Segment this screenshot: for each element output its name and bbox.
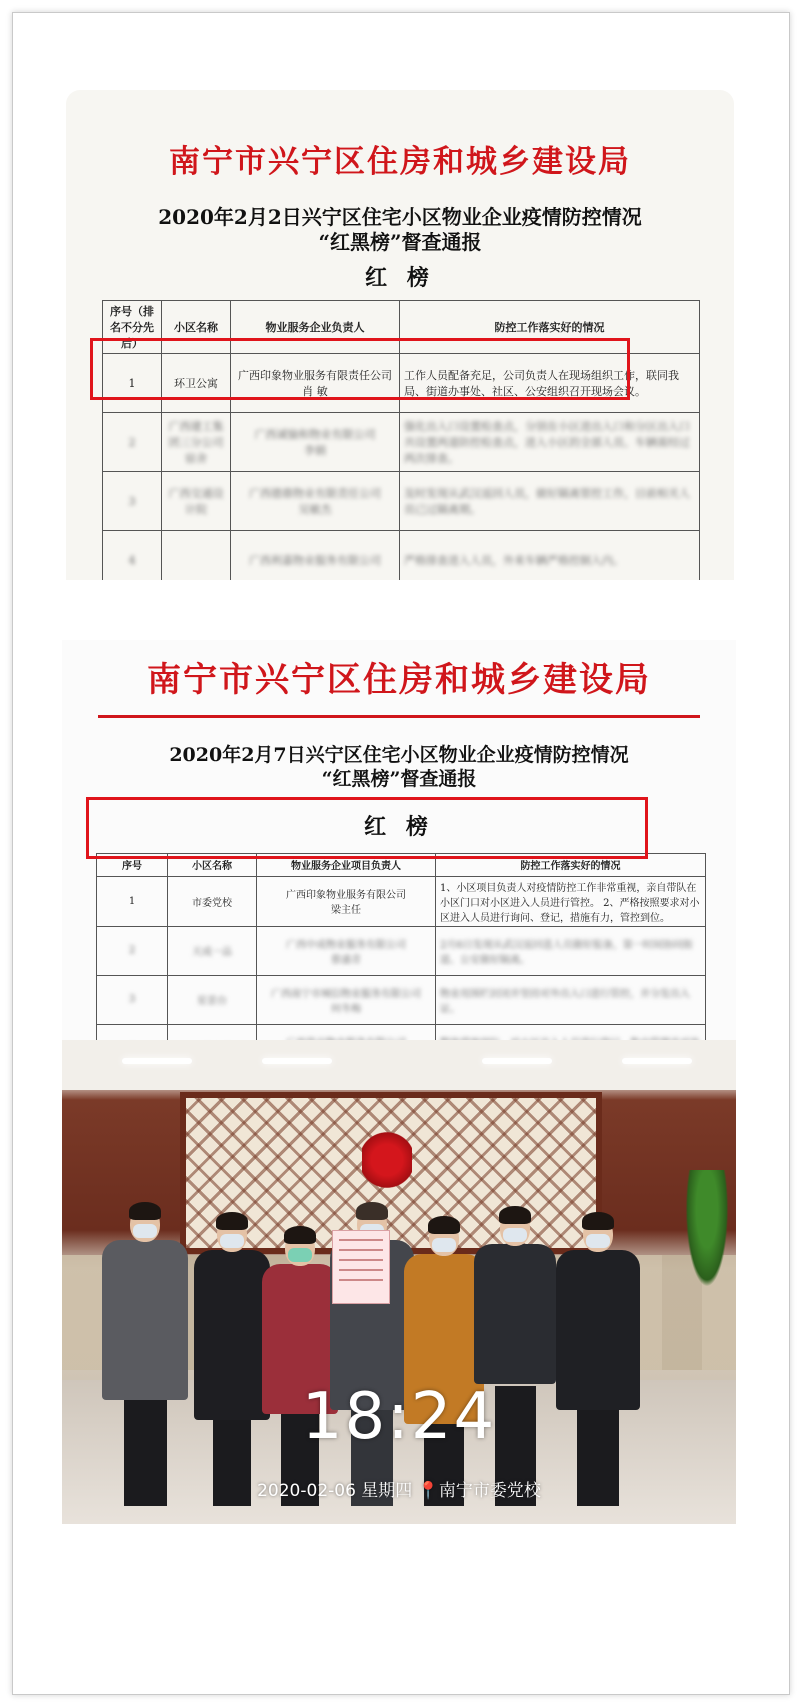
certificate-document xyxy=(332,1230,390,1304)
header-company: 物业服务企业负责人 xyxy=(231,301,400,354)
row-company: 广西中成物业服务有限公司 蔡盛青 xyxy=(257,926,436,975)
table-row xyxy=(97,926,706,975)
row-no: 4 xyxy=(103,531,162,581)
ceiling xyxy=(62,1040,736,1090)
highlight-box xyxy=(86,797,648,859)
person xyxy=(262,1230,338,1506)
row-no: 3 xyxy=(103,472,162,531)
org-header: 南宁市兴宁区住房和城乡建设局 xyxy=(169,144,631,180)
header-company: 物业服务企业项目负责人 xyxy=(257,853,436,876)
notice-title xyxy=(62,744,736,792)
org-header: 南宁市兴宁区住房和城乡建设局 xyxy=(147,660,651,700)
ceiling-light xyxy=(262,1058,332,1064)
row-detail: 严格排查进入人员，外来车辆严格控制入内。 xyxy=(400,531,700,581)
row-detail: 物业用围栏封闭并坚持对外出入口进行管控，并分发出入证。 xyxy=(436,975,706,1024)
person xyxy=(556,1216,640,1506)
potted-plant xyxy=(682,1170,732,1300)
header-detail: 防控工作落实好的情况 xyxy=(400,301,700,354)
row-name: 市委党校 xyxy=(168,876,257,926)
watermark-location: 南宁市委党校 xyxy=(438,1481,541,1501)
table-row xyxy=(103,413,700,472)
header-name: 小区名称 xyxy=(162,301,231,354)
person xyxy=(194,1216,270,1506)
row-detail: 工作人员配备充足，公司负责人在现场组织工作，联同我局、街道办事处、社区、公安组织召开现场会议。 xyxy=(400,354,700,413)
header-no: 序号 xyxy=(97,853,168,876)
row-no: 2 xyxy=(97,926,168,975)
person xyxy=(102,1206,188,1506)
ceiling-light xyxy=(622,1058,692,1064)
ceiling-light xyxy=(482,1058,552,1064)
watermark-date-location xyxy=(62,1476,736,1501)
header-divider xyxy=(98,715,700,718)
ceiling-light xyxy=(122,1058,192,1064)
group-photo xyxy=(62,1040,736,1524)
row-company: 广西印象物业服务有限公司 梁主任 xyxy=(257,876,436,926)
table-row xyxy=(97,975,706,1024)
title-line-2: “红黑榜”督查通报 xyxy=(318,230,482,254)
title-line-1: 2020年2月7日兴宁区住宅小区物业企业疫情防控情况 xyxy=(169,744,629,766)
header-name: 小区名称 xyxy=(168,853,257,876)
watermark-date: 2020-02-06 星期四 xyxy=(257,1481,413,1501)
row-no: 1 xyxy=(103,354,162,413)
row-no: 3 xyxy=(97,975,168,1024)
red-list-heading: 红 榜 xyxy=(365,265,435,291)
row-detail: 及时发现从武汉返回人员，做好隔离管控工作，目前相关人员已过隔离期。 xyxy=(400,472,700,531)
row-no: 1 xyxy=(97,876,168,926)
notice-document-1 xyxy=(66,90,734,580)
row-name: 星景台 xyxy=(168,975,257,1024)
row-name: 广西建工集团三分公司宿舍 xyxy=(162,413,231,472)
row-company: 广西德鼎物业有限责任公司 吴敏杰 xyxy=(231,472,400,531)
row-company: 广西印象物业服务有限责任公司 肖 敏 xyxy=(231,354,400,413)
row-detail: 2月6日发现从武汉返回邕人员做好报备，第一时间协同街道、公安做好隔离。 xyxy=(436,926,706,975)
header-no: 序号（排名不分先后） xyxy=(103,301,162,354)
person xyxy=(474,1210,556,1506)
red-list-heading: 红 榜 xyxy=(364,813,434,840)
table-row xyxy=(97,876,706,926)
title-line-2: “红黑榜”督查通报 xyxy=(321,767,477,790)
row-name: 广西交通设计院 xyxy=(162,472,231,531)
table-row xyxy=(103,531,700,581)
row-name: 天成一品 xyxy=(168,926,257,975)
title-line-1: 2020年2月2日兴宁区住宅小区物业企业疫情防控情况 xyxy=(158,205,642,229)
chinese-knot-icon xyxy=(362,1130,412,1190)
row-company: 广西南宁市城信物业服务有限公司 何冬梅 xyxy=(257,975,436,1024)
location-pin-icon: 📍 xyxy=(417,1481,439,1501)
notice-title xyxy=(66,205,734,255)
row-company: 广西诚愉和物业有限公司 李娟 xyxy=(231,413,400,472)
person xyxy=(404,1220,484,1506)
highlight-box xyxy=(90,338,630,400)
row-name xyxy=(162,531,231,581)
row-detail: 强化出入口设置检查点，分别在小区进出入口和分区出入口共设置两道防控检查点，进入小区的全部人员、车辆需经过两次排查。 xyxy=(400,413,700,472)
row-no: 2 xyxy=(103,413,162,472)
header-detail: 防控工作落实好的情况 xyxy=(436,853,706,876)
row-name: 环卫公寓 xyxy=(162,354,231,413)
table-row xyxy=(103,472,700,531)
row-company: 广西利嘉物业服务有限公司 xyxy=(231,531,400,581)
row-detail: 1、小区项目负责人对疫情防控工作非常重视，亲自带队在小区门口对小区进入人员进行管控。 2、严格按照要求对小区进入人员进行询问、登记，措施有力，管控到位。 xyxy=(436,876,706,926)
watermark-time: 18:24 xyxy=(301,1380,497,1454)
